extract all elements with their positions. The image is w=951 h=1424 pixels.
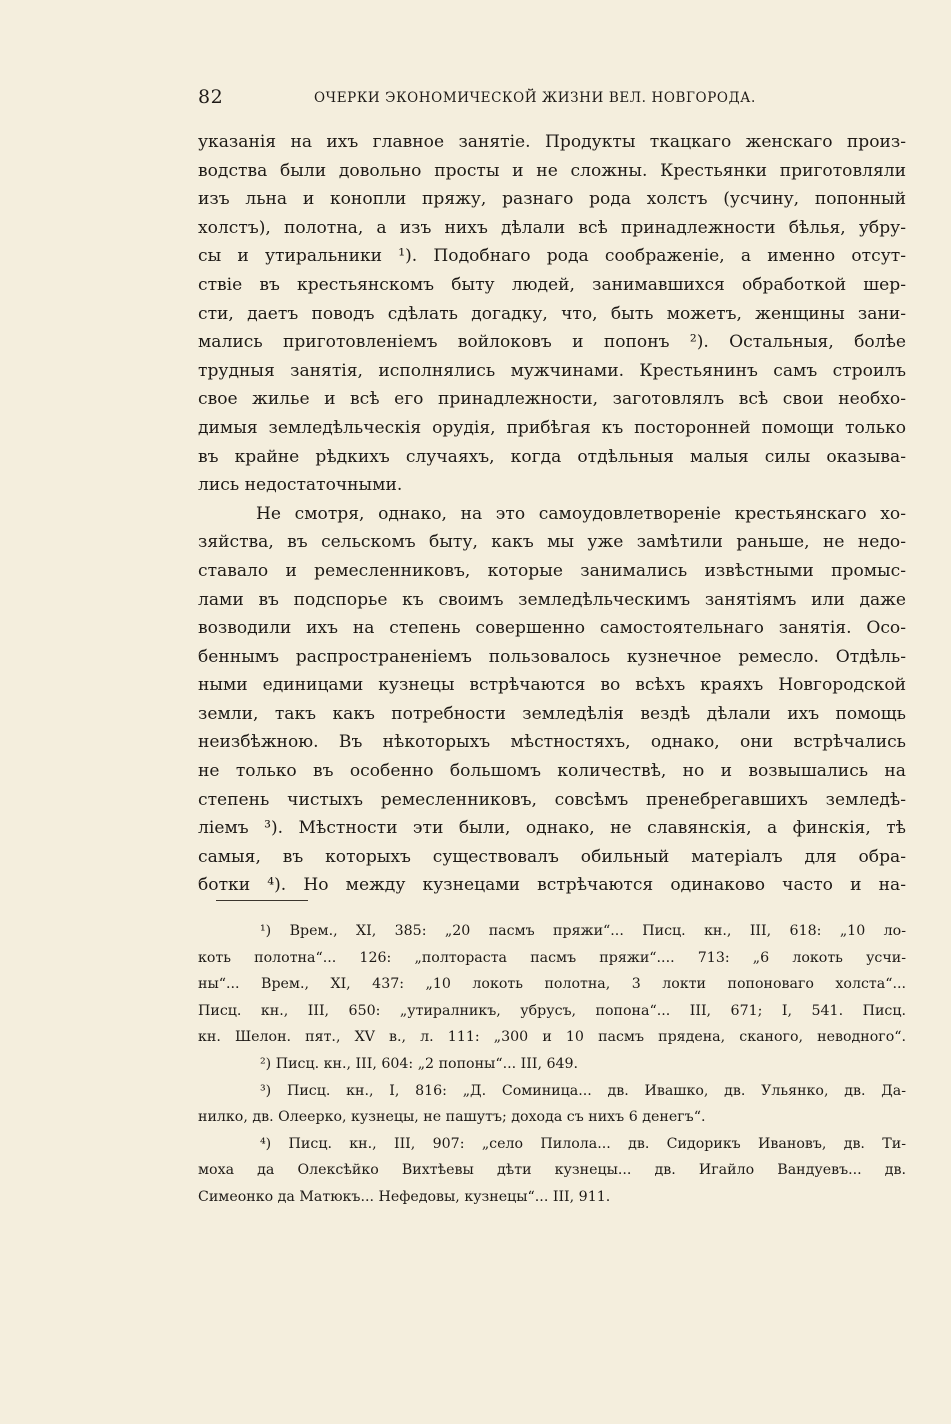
page-number: 82 [198, 86, 224, 108]
text-line: зяйства, въ сельскомъ быту, какъ мы уже замѣтили раньше, не недо- [198, 532, 906, 553]
text-line: водства были довольно просты и не сложны. Крестьянки приготовляли [198, 160, 906, 181]
page-header [198, 86, 758, 110]
text-line: самыя, въ которыхъ существовалъ обильный матеріалъ для обра- [198, 846, 906, 867]
text-line: ботки ⁴). Но между кузнецами встрѣчаются одинаково часто и на- [198, 875, 906, 896]
text-line: земли, такъ какъ потребности земледѣлія вездѣ дѣлали ихъ помощь [198, 703, 906, 724]
running-title: ОЧЕРКИ ЭКОНОМИЧЕСКОЙ ЖИЗНИ ВЕЛ. НОВГОРОДА. [314, 90, 756, 106]
text-line: ліемъ ³). Мѣстности эти были, однако, не славянскія, а финскія, тѣ [198, 818, 906, 839]
text-line: холстъ), полотна, а изъ нихъ дѣлали всѣ принадлежности бѣлья, убру- [198, 217, 906, 238]
footnote-line: коть полотна“... 126: „полтораста пасмъ пряжи“.... 713: „6 локоть усчи- [198, 949, 906, 966]
text-line: ставало и ремесленниковъ, которые занимались извѣстными промыс- [198, 560, 906, 581]
footnote-separator [216, 900, 308, 901]
text-line: указанія на ихъ главное занятіе. Продукты ткацкаго женскаго произ- [198, 132, 906, 152]
footnote-line: Писц. кн., III, 650: „утиралникъ, убрусъ, попона“... III, 671; I, 541. Писц. [198, 1002, 906, 1019]
footnotes [198, 918, 906, 1211]
main-text [198, 128, 906, 900]
footnote-line: нилко, дв. Олеерко, кузнецы, не пашутъ; дохода съ нихъ 6 денегъ“. [198, 1109, 706, 1126]
footnote-1: ¹) Врем., XI, 385: „20 пасмъ пряжи“... Писц. кн., III, 618: „10 ло- [260, 923, 906, 939]
text-line: въ крайне рѣдкихъ случаяхъ, когда отдѣльныя малыя силы оказыва- [198, 446, 906, 467]
footnote-line: ны“... Врем., XI, 437: „10 локоть полотна, 3 локти попоноваго холста“... [198, 976, 906, 993]
footnote-line: Симеонко да Матюкъ... Нефедовы, кузнецы“... III, 911. [198, 1188, 611, 1205]
footnote-line: моха да Олексѣйко Вихтѣевы дѣти кузнецы... дв. Игайло Вандуевъ... дв. [198, 1162, 906, 1179]
text-line: возводили ихъ на степень совершенно самостоятельнаго занятія. Осо- [198, 618, 906, 639]
paragraph-first-line: Не смотря, однако, на это самоудовлетвореніе крестьянскаго хо- [256, 503, 906, 524]
text-line: трудныя занятія, исполнялись мужчинами. Крестьянинъ самъ строилъ [198, 360, 906, 381]
text-line: лись недостаточными. [198, 475, 403, 496]
footnote-line: кн. Шелон. пят., XV в., л. 111: „300 и 10 пасмъ прядена, сканого, неводного“. [198, 1029, 906, 1046]
text-line: неизбѣжною. Въ нѣкоторыхъ мѣстностяхъ, однако, они встрѣчались [198, 732, 906, 753]
footnote-3: ³) Писц. кн., I, 816: „Д. Соминица... дв. Ивашко, дв. Ульянко, дв. Да- [260, 1082, 906, 1099]
text-line: свое жилье и всѣ его принадлежности, заготовлялъ всѣ свои необхо- [198, 389, 906, 410]
text-line: мались приготовленіемъ войлоковъ и попонъ ²). Остальныя, болѣе [198, 332, 906, 353]
text-line: ными единицами кузнецы встрѣчаются во всѣхъ краяхъ Новгородской [198, 675, 906, 696]
text-line: беннымъ распространеніемъ пользовалось кузнечное ремесло. Отдѣль- [198, 646, 906, 667]
text-line: изъ льна и конопли пряжу, разнаго рода холстъ (усчину, попонный [198, 189, 906, 210]
footnote-2: ²) Писц. кн., III, 604: „2 попоны“... III, 649. [260, 1055, 579, 1072]
text-line: не только въ особенно большомъ количествѣ, но и возвышались на [198, 761, 906, 782]
text-line: ствіе въ крестьянскомъ быту людей, занимавшихся обработкой шер- [198, 274, 906, 295]
text-line: сы и утиральники ¹). Подобнаго рода соображеніе, а именно отсут- [198, 246, 906, 267]
footnote-4: ⁴) Писц. кн., III, 907: „село Пилола... дв. Сидорикъ Ивановъ, дв. Ти- [260, 1135, 906, 1152]
text-line: степень чистыхъ ремесленниковъ, совсѣмъ пренебрегавшихъ земледѣ- [198, 789, 906, 810]
text-line: димыя земледѣльческія орудія, прибѣгая къ посторонней помощи только [198, 417, 906, 438]
text-line: сти, даетъ поводъ сдѣлать догадку, что, быть можетъ, женщины зани- [198, 303, 906, 324]
text-line: лами въ подспорье къ своимъ земледѣльческимъ занятіямъ или даже [198, 589, 906, 610]
